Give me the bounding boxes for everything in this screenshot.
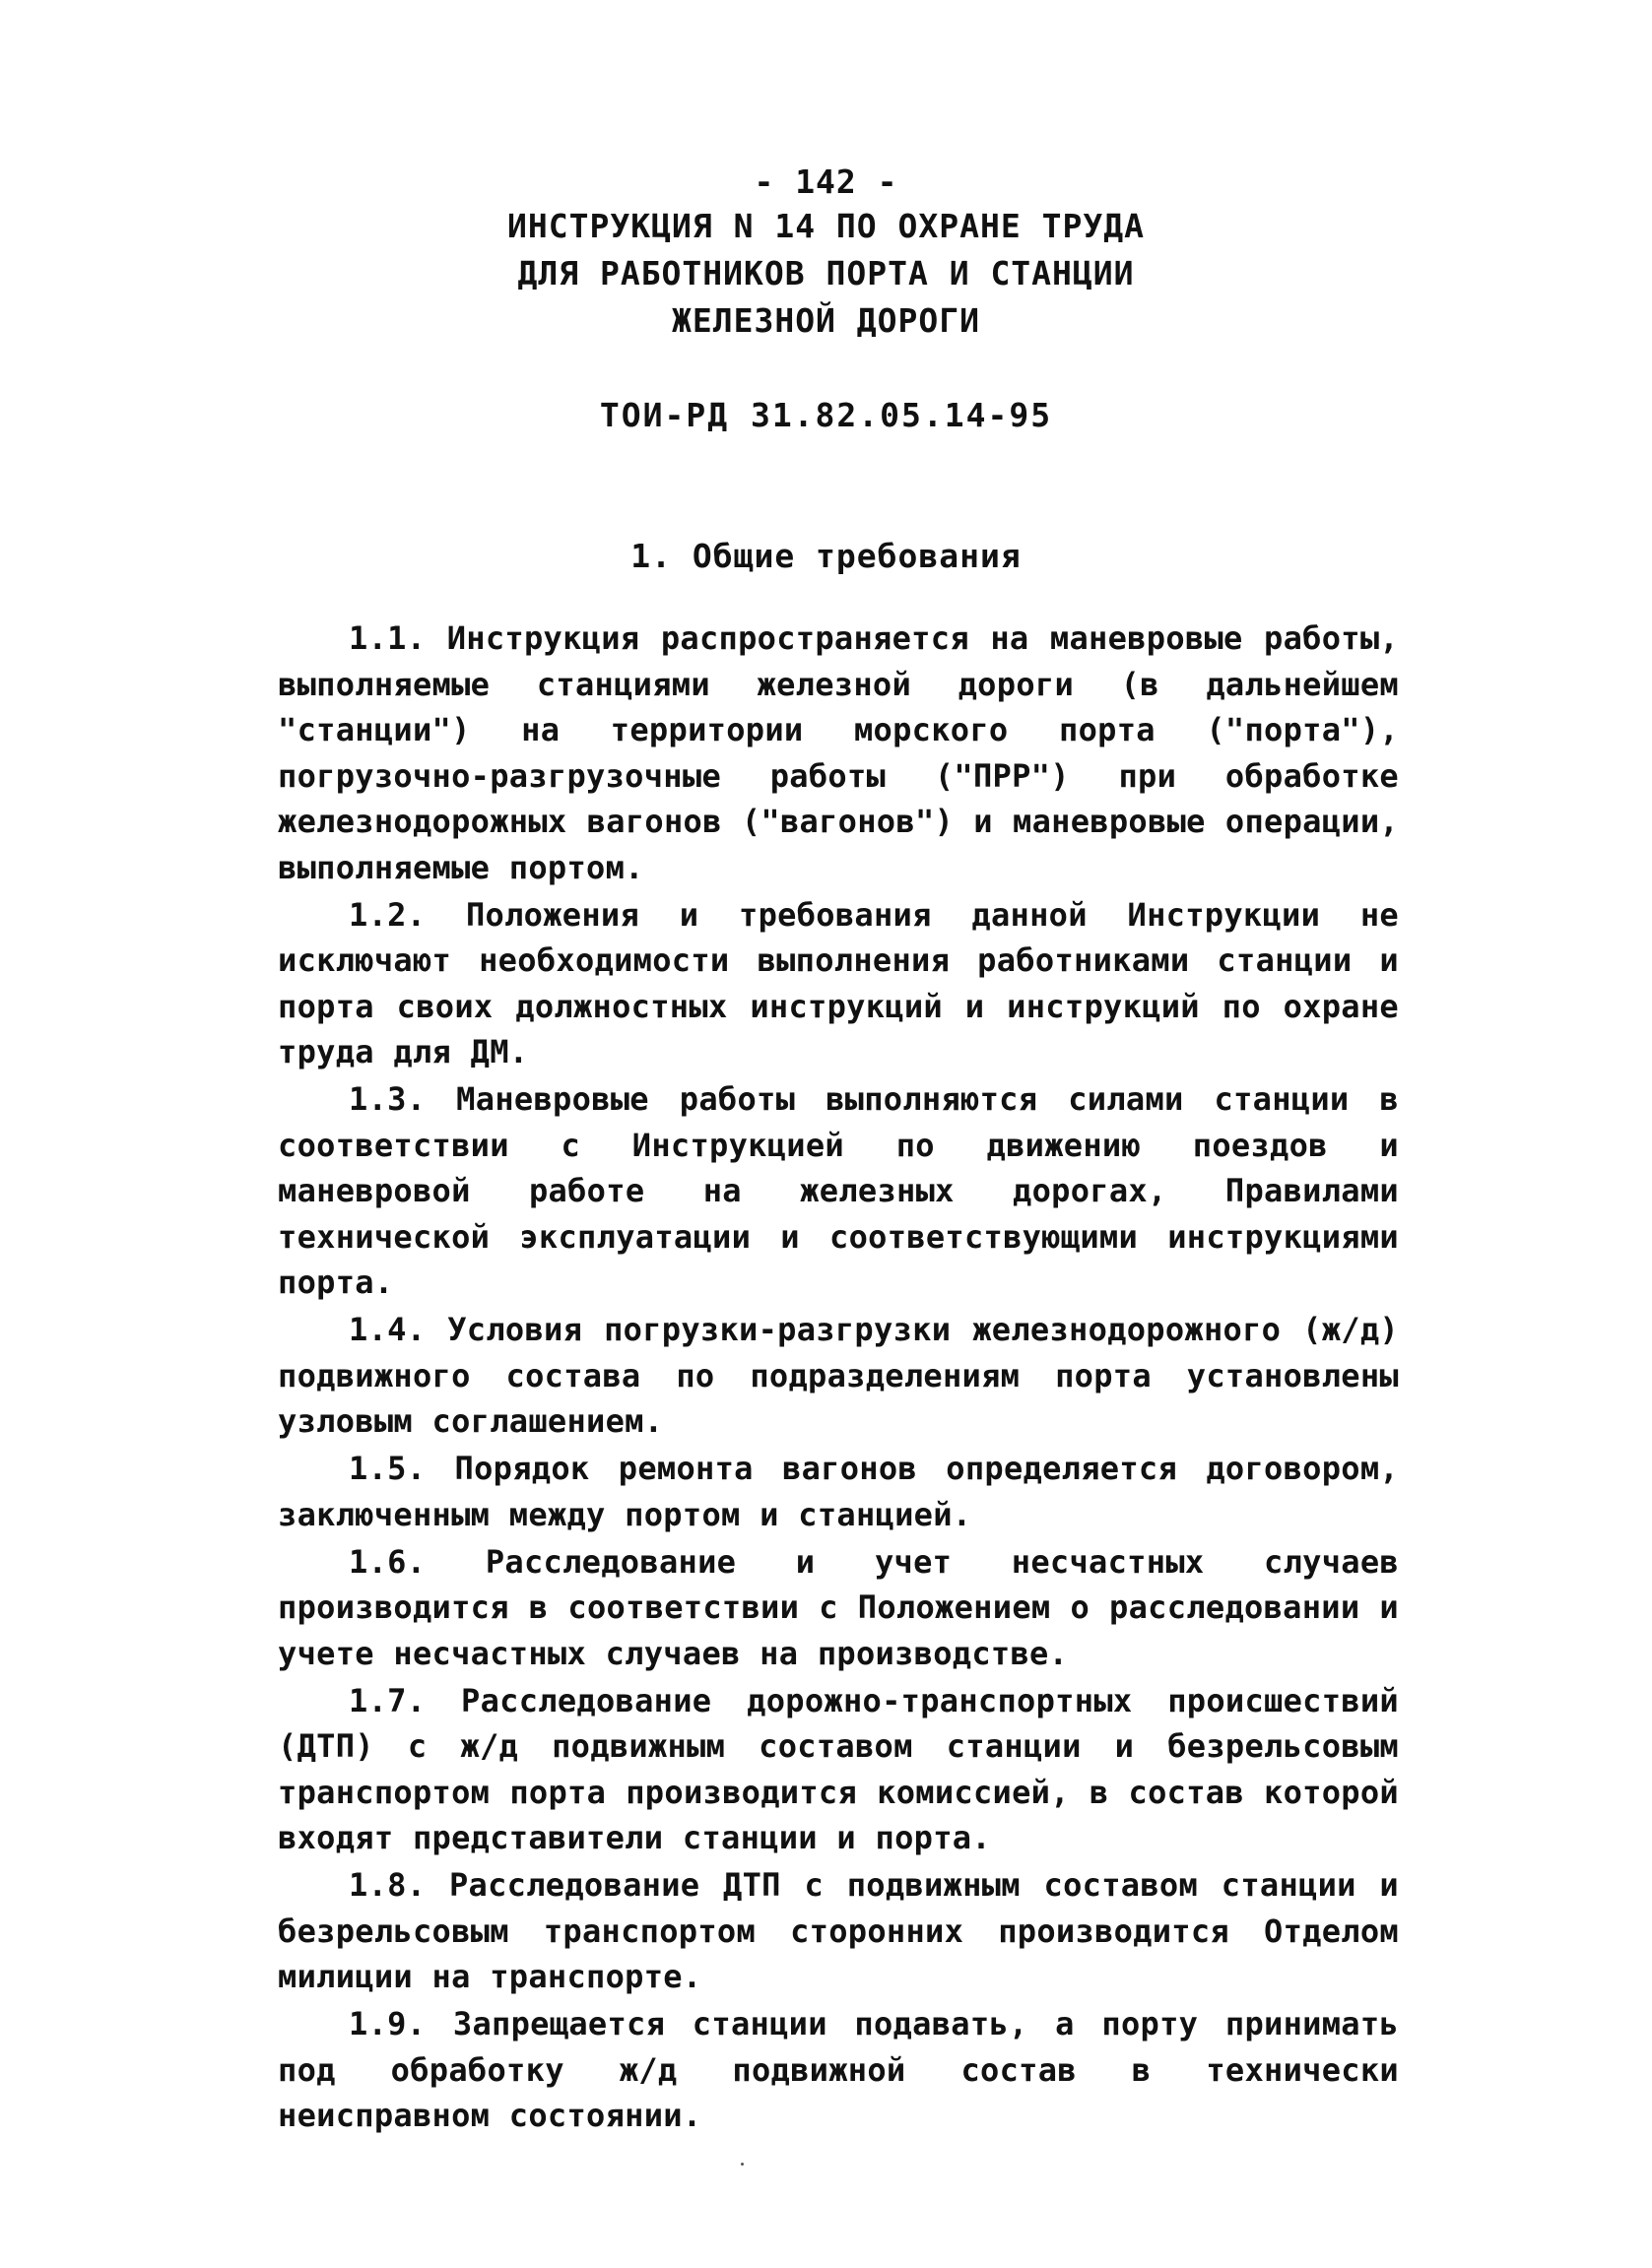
paragraph-1-5: 1.5. Порядок ремонта вагонов определяется договором, заключенным между портом и станцией. [278, 1450, 1399, 1533]
section-heading: 1. Общие требования [630, 537, 1022, 575]
scan-speck [741, 2163, 744, 2166]
title-line-1: ИНСТРУКЦИЯ N 14 ПО ОХРАНЕ ТРУДА [507, 207, 1145, 245]
paragraph-1-4: 1.4. Условия погрузки-разгрузки железнодорожного (ж/д) подвижного состава по подразделениям порта установлены узловым соглашением. [278, 1311, 1399, 1440]
title-line-2: ДЛЯ РАБОТНИКОВ ПОРТА И СТАНЦИИ [517, 254, 1135, 292]
paragraph-1-7: 1.7. Расследование дорожно-транспортных происшествий (ДТП) с ж/д подвижным составом станции и безрельсовым транспортом порта производится комиссией, в состав которой входят представители станции и порта. [278, 1681, 1399, 1856]
title-line-3: ЖЕЛЕЗНОЙ ДОРОГИ [671, 301, 980, 340]
page-number: - 142 - [754, 162, 898, 201]
paragraph-1-6: 1.6. Расследование и учет несчастных случаев производится в соответствии с Положением о расследовании и учете несчастных случаев на производстве. [278, 1542, 1399, 1672]
paragraph-1-9: 1.9. Запрещается станции подавать, а порту принимать под обработку ж/д подвижной состав в технически неисправном состоянии. [278, 2005, 1399, 2134]
section-body [278, 616, 1399, 2140]
paragraph-1-2: 1.2. Положения и требования данной Инструкции не исключают необходимости выполнения работниками станции и порта своих должностных инструкций и инструкций по охране труда для ДМ. [278, 895, 1399, 1070]
paragraph-1-8: 1.8. Расследование ДТП с подвижным составом станции и безрельсовым транспортом сторонних производится Отделом милиции на транспорте. [278, 1866, 1399, 1995]
document-code: ТОИ-РД 31.82.05.14-95 [599, 396, 1053, 434]
paragraph-1-1: 1.1. Инструкция распространяется на маневровые работы, выполняемые станциями железной дороги (в дальнейшем "станции") на территории морского порта ("порта"), погрузочно-разгрузочные работы ("ПРР") при обработке железнодорожных вагонов ("вагонов") и маневровые операции, выполняемые портом. [278, 619, 1399, 886]
paragraph-1-3: 1.3. Маневровые работы выполняются силами станции в соответствии с Инструкцией по движению поездов и маневровой работе на железных дорогах, Правилами технической эксплуатации и соответствующими инструкциями порта. [278, 1080, 1399, 1301]
